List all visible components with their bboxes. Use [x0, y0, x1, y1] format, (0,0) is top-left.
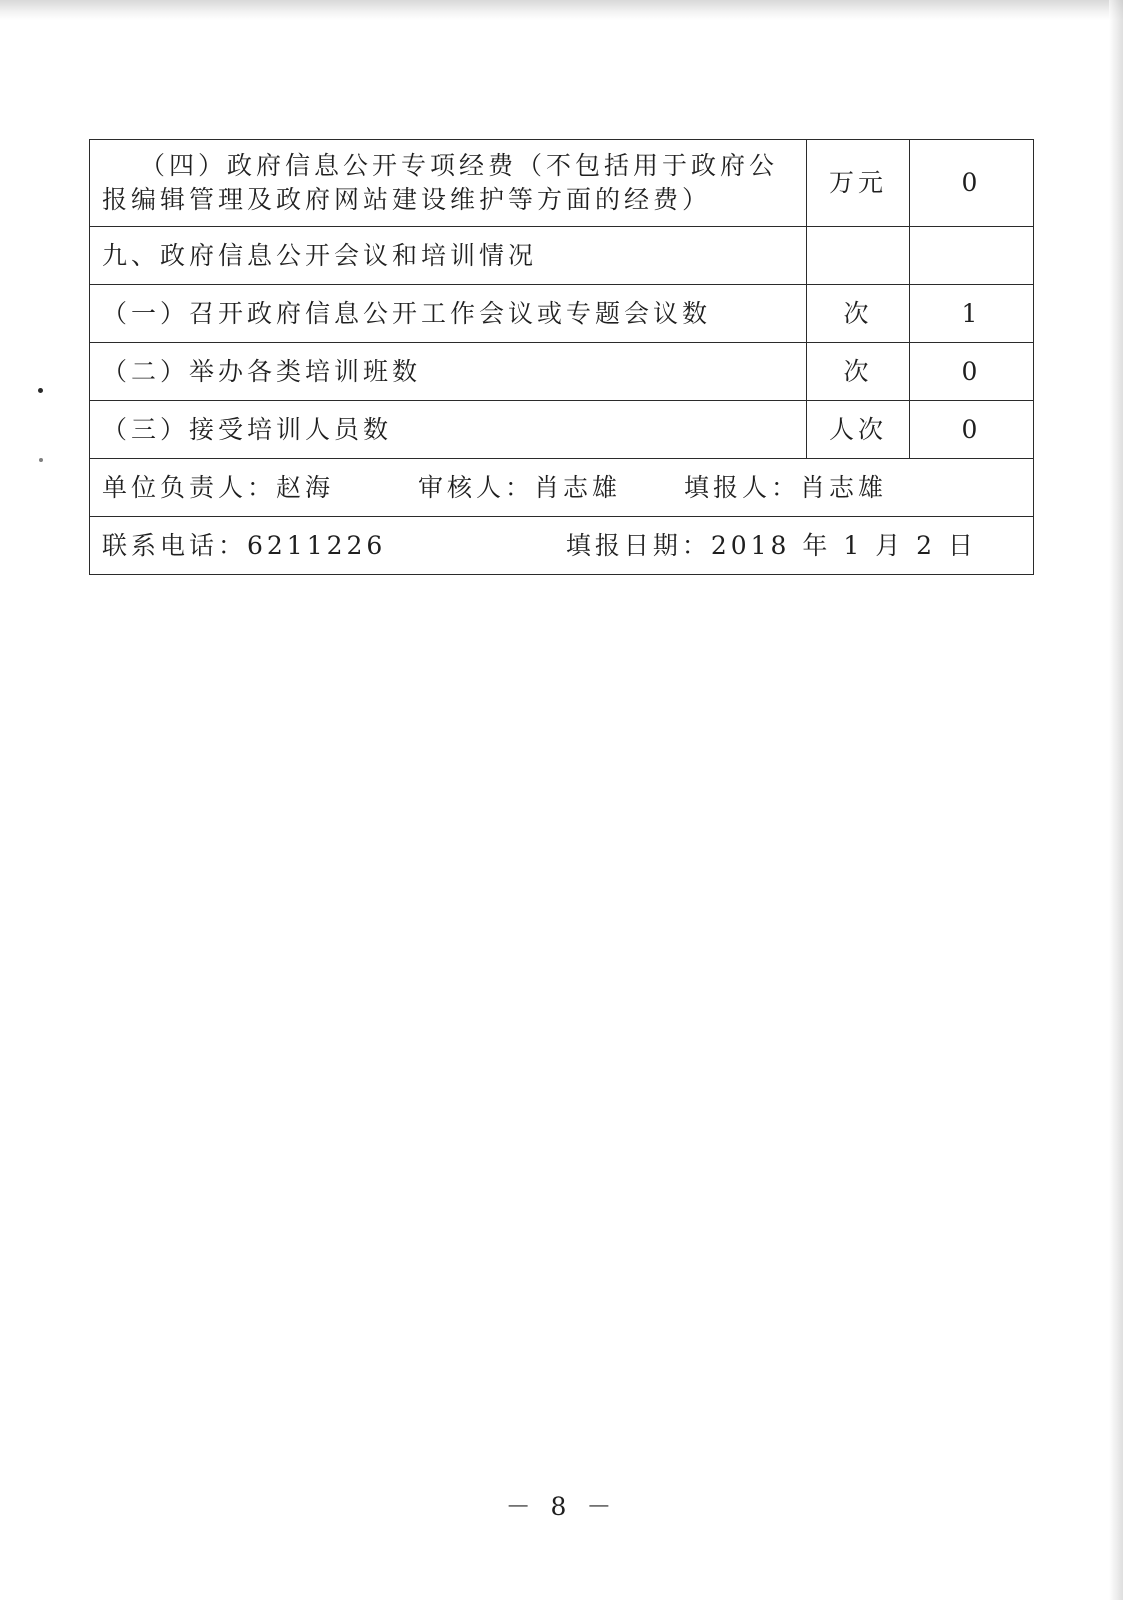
table-row [90, 343, 1034, 401]
table-row [90, 401, 1034, 459]
reviewer-signature: 审核人：肖志雄 [418, 472, 622, 502]
filler-signature: 填报人：肖志雄 [684, 472, 888, 502]
unit-cell: 人次 [807, 401, 910, 459]
contact-row [90, 517, 1034, 575]
value-cell: 1 [910, 285, 1034, 343]
unit-cell [807, 227, 910, 285]
scan-speck [38, 388, 43, 393]
table-row [90, 285, 1034, 343]
value-cell: 0 [910, 140, 1034, 227]
page-number: － 8 － [505, 1492, 618, 1521]
scan-shadow-top [0, 0, 1123, 20]
item-cell: （一）召开政府信息公开工作会议或专题会议数 [90, 285, 807, 343]
value-cell: 0 [910, 401, 1034, 459]
item-cell: （三）接受培训人员数 [90, 401, 807, 459]
signature-cell [90, 459, 1034, 517]
section-heading-cell: 九、政府信息公开会议和培训情况 [90, 227, 807, 285]
table-row [90, 227, 1034, 285]
value-cell: 0 [910, 343, 1034, 401]
statistics-table [89, 139, 1034, 575]
scan-shadow-right [1109, 0, 1123, 1600]
unit-head-signature: 单位负责人：赵海 [102, 472, 335, 502]
table-row [90, 140, 1034, 227]
contact-cell [90, 517, 1034, 575]
unit-cell: 次 [807, 285, 910, 343]
fill-date: 填报日期：2018 年 1 月 2 日 [565, 530, 977, 560]
value-cell [910, 227, 1034, 285]
item-cell: （二）举办各类培训班数 [90, 343, 807, 401]
scan-speck [39, 458, 43, 462]
unit-cell: 次 [807, 343, 910, 401]
contact-phone: 联系电话：6211226 [102, 530, 387, 560]
item-cell: （四）政府信息公开专项经费（不包括用于政府公报编辑管理及政府网站建设维护等方面的经费） [90, 140, 807, 227]
signature-row [90, 459, 1034, 517]
unit-cell: 万元 [807, 140, 910, 227]
